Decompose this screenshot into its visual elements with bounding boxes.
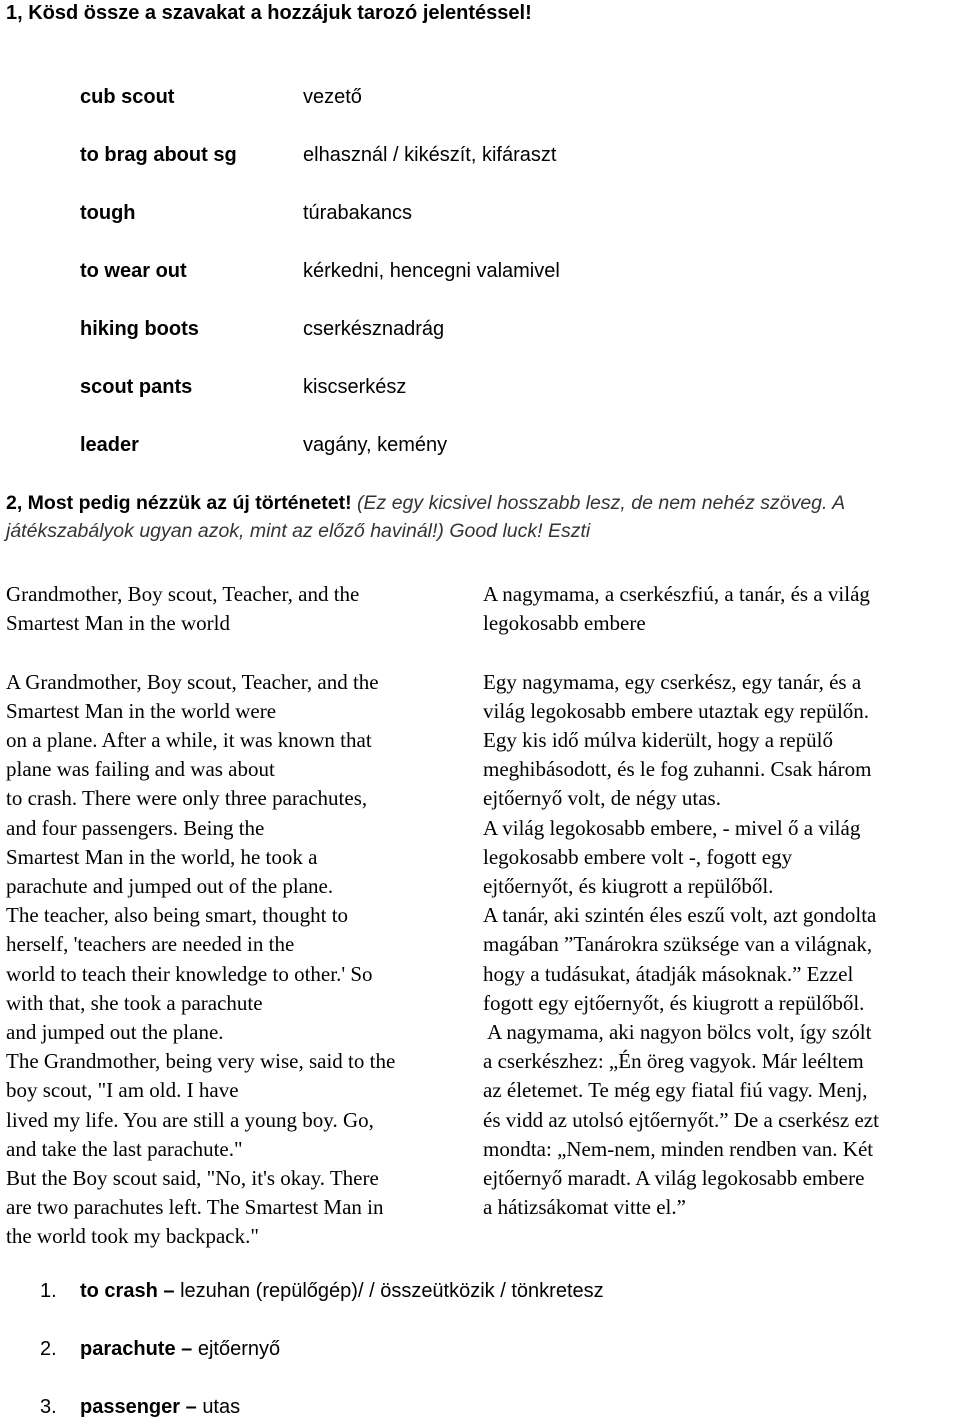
- vocab-number: 2.: [40, 1338, 57, 1360]
- hungarian-meaning: vezető: [303, 86, 362, 108]
- match-row: [0, 376, 960, 406]
- vocab-meaning: utas: [202, 1396, 241, 1418]
- vocab-term: parachute: [80, 1338, 176, 1360]
- english-term: cub scout: [80, 86, 175, 108]
- match-row: [0, 144, 960, 174]
- vocab-number: 3.: [40, 1396, 57, 1418]
- match-row: [0, 260, 960, 290]
- hungarian-meaning: kiscserkész: [303, 376, 407, 398]
- match-row: [0, 434, 960, 464]
- match-row: [0, 318, 960, 348]
- task1-heading: 1, Kösd össze a szavakat a hozzájuk tarozó jelentéssel!: [6, 2, 532, 24]
- match-row: [0, 86, 960, 116]
- task2-instruction: (Ez egy kicsivel hosszabb lesz, de nem nehéz szöveg. A játékszabályok ugyan azok, mint az előző havinál!) Good luck! Eszti: [6, 492, 845, 542]
- hungarian-meaning: túrabakancs: [303, 202, 412, 224]
- english-term: scout pants: [80, 376, 193, 398]
- vocab-entry: [80, 1338, 280, 1361]
- vocab-term: passenger: [80, 1396, 181, 1418]
- english-term: hiking boots: [80, 318, 199, 340]
- vocab-entry: [80, 1280, 604, 1303]
- story-english: Grandmother, Boy scout, Teacher, and the Smartest Man in the world A Grandmother, Boy scout, Teacher, and the Smartest Man in the world were on a plane. After a while, it was known that plane was failing and was about to crash. There were only three parachutes, and four passengers. Being the Smartest Man in the world, he took a parachute and jumped out of the plane. The teacher, also being smart, thought to herself, 'teachers are needed in the world to teach their knowledge to other.' So with that, she took a parachute and jumped out the plane. The Grandmother, being very wise, said to the boy scout, "I am old. I have lived my life. You are still a young boy. Go, and take the last parachute." But the Boy scout said, "No, it's okay. There are two parachutes left. The Smartest Man in the world took my backpack.": [6, 582, 396, 1249]
- vocab-number: 1.: [40, 1280, 57, 1302]
- story-hungarian: A nagymama, a cserkészfiú, a tanár, és a világ legokosabb embere Egy nagymama, egy cserkész, egy tanár, és a világ legokosabb embere utaztak egy repülőn. Egy kis idő múlva kiderült, hogy a repülő meghibásodott, és le fog zuhanni. Csak három ejtőernyő volt, de négy utas. A világ legokosabb embere, - mivel ő a világ legokosabb embere volt -, fogott egy ejtőernyőt, és kiugrott a repülőből. A tanár, aki szintén éles eszű volt, azt gondolta magában ”Tanárokra szüksége van a világnak, hogy a tudásukat, átadják másoknak.” Ezzel fogott egy ejtőernyőt, és kiugrott a repülőből. A nagymama, aki nagyon bölcs volt, így szólt a cserkészhez: „Én öreg vagyok. Már leéltem az életemet. Te még egy fiatal fiú vagy. Menj, és vidd az utolsó ejtőernyőt.” De a cserkész ezt mondta: „Nem-nem, minden rendben van. Két ejtőernyő maradt. A világ legokosabb embere a hátizsákomat vitte el.”: [483, 582, 879, 1220]
- vocab-item: [0, 1280, 960, 1310]
- vocab-entry: [80, 1396, 240, 1419]
- match-row: [0, 202, 960, 232]
- vocab-dash: –: [163, 1280, 175, 1302]
- task2-heading: 2, Most pedig nézzük az új történetet!: [6, 492, 352, 514]
- hungarian-meaning: vagány, kemény: [303, 434, 448, 456]
- vocab-item: [0, 1396, 960, 1426]
- vocab-dash: –: [181, 1338, 193, 1360]
- hungarian-meaning: cserkésznadrág: [303, 318, 445, 340]
- english-term: to wear out: [80, 260, 187, 282]
- vocab-dash: –: [185, 1396, 197, 1418]
- hungarian-meaning: kérkedni, hencegni valamivel: [303, 260, 560, 282]
- english-term: to brag about sg: [80, 144, 237, 166]
- english-term: leader: [80, 434, 139, 456]
- vocab-meaning: lezuhan (repülőgép)/ / összeütközik / tönkretesz: [180, 1280, 604, 1302]
- hungarian-meaning: elhasznál / kikészít, kifáraszt: [303, 144, 557, 166]
- vocab-meaning: ejtőernyő: [197, 1338, 281, 1360]
- vocab-term: to crash: [80, 1280, 158, 1302]
- vocab-item: [0, 1338, 960, 1368]
- task2-intro: [6, 489, 956, 545]
- english-term: tough: [80, 202, 136, 224]
